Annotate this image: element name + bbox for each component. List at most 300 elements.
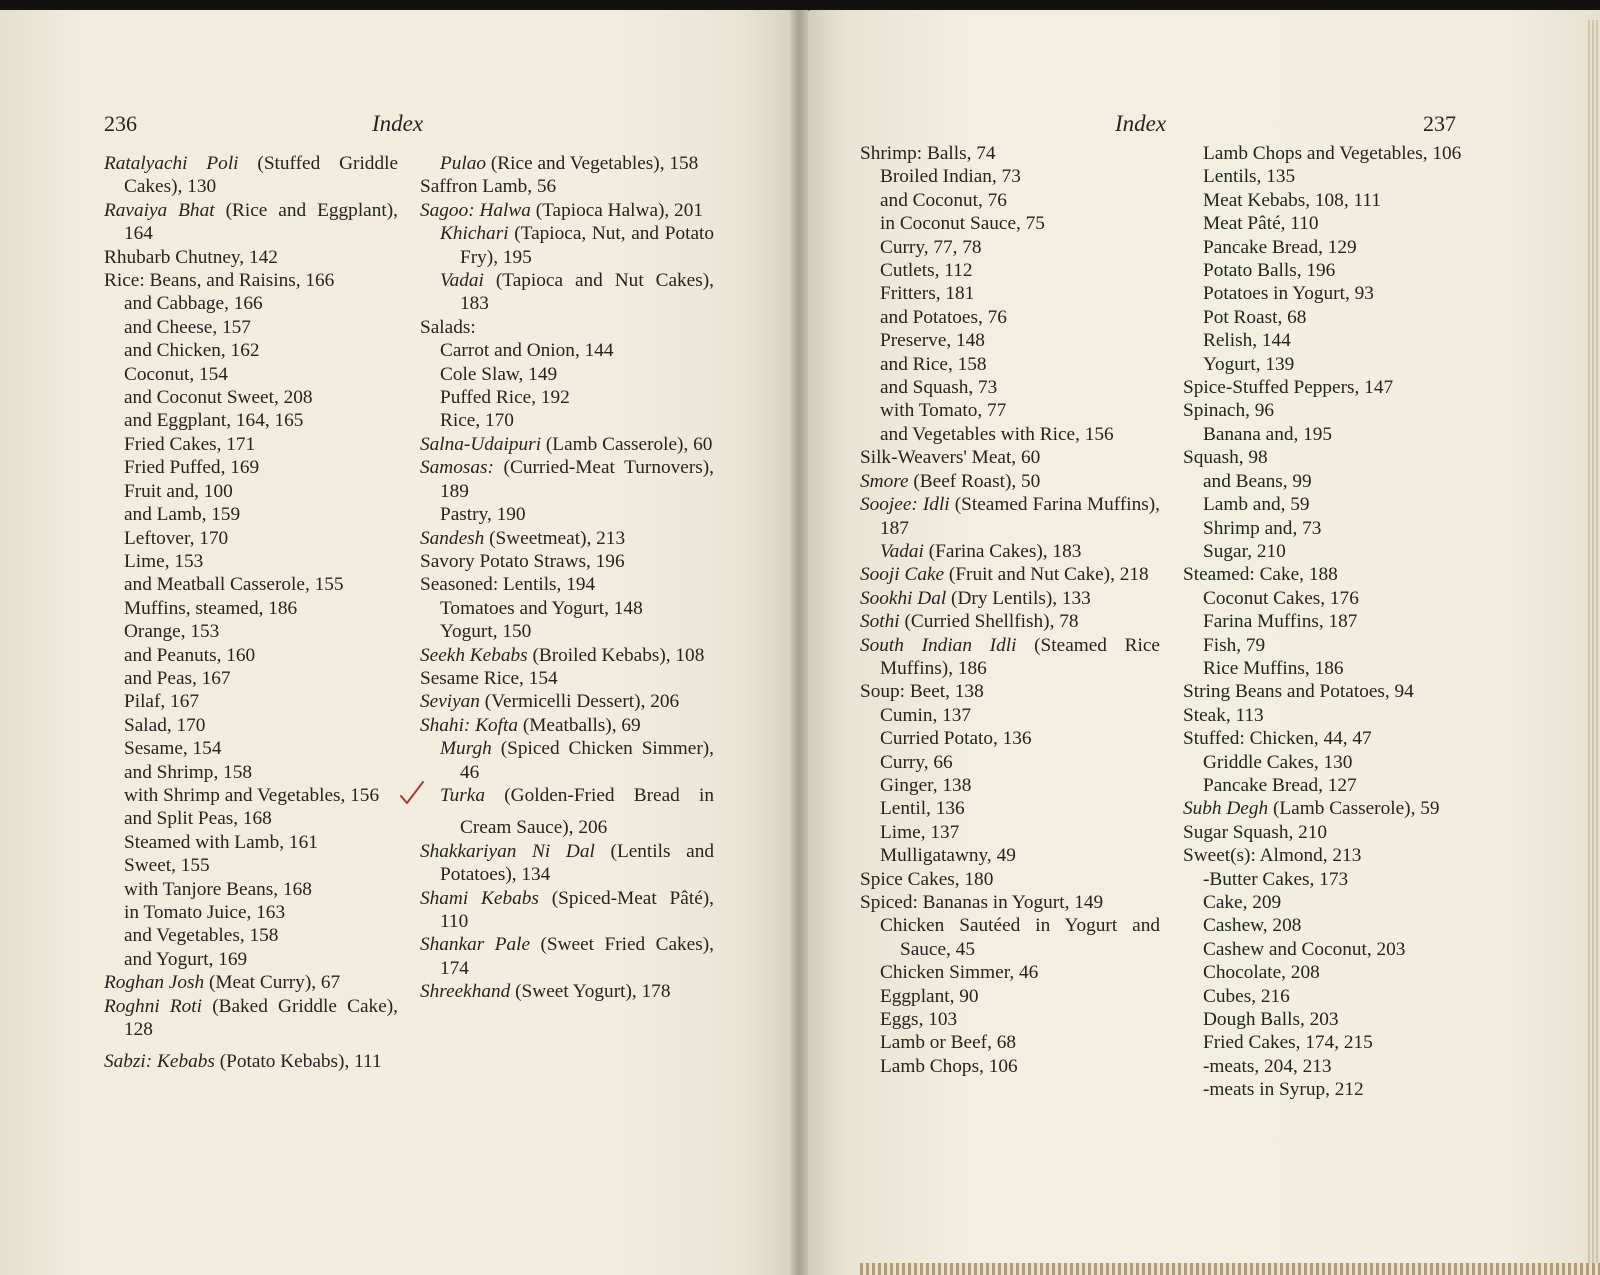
index-entry [104, 714, 398, 737]
index-entry [420, 269, 714, 316]
index-entry [104, 761, 398, 784]
index-entry [1183, 727, 1491, 750]
index-text: Sesame, 154 [124, 738, 222, 760]
index-term: Sooji Cake [860, 564, 945, 586]
index-text: and Lamb, 159 [124, 504, 241, 526]
index-entry [104, 503, 398, 526]
index-text: Fritters, 181 [880, 283, 975, 305]
index-term: Khichari [440, 223, 509, 245]
book-gutter [790, 10, 808, 1275]
index-entry [420, 339, 714, 362]
index-text: (Tapioca, Nut, and Potato Fry), 195 [460, 223, 714, 268]
index-text: Eggplant, 90 [880, 985, 979, 1007]
index-entry [104, 550, 398, 573]
index-entry [104, 480, 398, 503]
index-text: (Baked Griddle Cake), 128 [124, 995, 398, 1041]
index-term: Shreekhand [420, 981, 511, 1003]
index-text: (Meatballs), 69 [518, 714, 641, 736]
index-entry [420, 152, 714, 175]
index-text: (Sweetmeat), 213 [484, 527, 626, 549]
index-entry [1183, 961, 1491, 984]
index-entry [420, 550, 714, 573]
index-text: and Peas, 167 [124, 667, 231, 689]
index-entry [1183, 1055, 1491, 1078]
index-text: (Steamed Rice Muffins), 186 [880, 634, 1160, 679]
index-entry [420, 363, 714, 386]
index-text: with Tanjore Beans, 168 [124, 878, 312, 900]
index-term: Sabzi: Kebabs [104, 1051, 215, 1073]
index-text: (Golden-Fried Bread in Cream Sauce), 206 [460, 784, 714, 839]
index-text: (Curried-Meat Turnovers), 189 [440, 457, 714, 502]
index-entry [860, 399, 1160, 422]
index-entry [420, 980, 714, 1003]
index-text: Spice-Stuffed Peppers, 147 [1183, 377, 1394, 399]
index-text: Salads: [420, 316, 476, 338]
index-term: Shami Kebabs [420, 887, 539, 909]
index-entry [420, 456, 714, 503]
index-text: (Potato Kebabs), 111 [214, 1051, 382, 1073]
index-text: Relish, 144 [1203, 330, 1291, 352]
index-text: (Stuffed Griddle Cakes), 130 [124, 153, 398, 198]
index-text: (Curried Shellfish), 78 [899, 611, 1079, 633]
index-entry [104, 152, 398, 199]
index-entry [104, 737, 398, 760]
index-entry [860, 891, 1160, 914]
index-text: (Fruit and Nut Cake), 218 [944, 564, 1149, 586]
index-text: Steamed with Lamb, 161 [124, 831, 318, 853]
index-entry [1183, 985, 1491, 1008]
index-text: Carrot and Onion, 144 [440, 340, 614, 362]
index-text: Ginger, 138 [880, 774, 972, 796]
right-running-head: Index [1115, 111, 1167, 136]
index-text: Lamb or Beef, 68 [880, 1032, 1016, 1054]
left-page-number: 236 [104, 111, 137, 136]
index-term: Seviyan [420, 691, 480, 713]
index-text: Puffed Rice, 192 [440, 387, 570, 409]
index-entry [1183, 1078, 1491, 1101]
index-text: (Broiled Kebabs), 108 [527, 644, 705, 666]
index-entry [104, 854, 398, 877]
index-text: Spinach, 96 [1183, 400, 1275, 422]
index-text: Silk-Weavers' Meat, 60 [860, 447, 1041, 469]
index-text: Spiced: Bananas in Yogurt, 149 [860, 892, 1104, 913]
index-text: and Squash, 73 [880, 377, 998, 399]
index-term: South Indian Idli [860, 634, 1017, 656]
index-text: Chicken Simmer, 46 [880, 962, 1039, 984]
index-entry [860, 329, 1160, 352]
index-entry [104, 831, 398, 854]
index-term: Ratalyachi Poli [104, 153, 239, 174]
index-term: Shankar Pale [420, 934, 531, 956]
index-text: -meats in Syrup, 212 [1203, 1079, 1364, 1101]
index-text: (Lamb Casserole), 59 [1268, 798, 1440, 820]
index-text: and Shrimp, 158 [124, 761, 253, 783]
index-entry [420, 784, 714, 840]
index-text: and Cheese, 157 [124, 316, 251, 338]
index-term: Samosas: [420, 457, 494, 479]
index-entry [860, 1031, 1160, 1054]
index-entry [860, 165, 1160, 188]
index-text: Lime, 153 [124, 550, 204, 572]
index-text: and Cabbage, 166 [124, 293, 263, 315]
index-entry [104, 386, 398, 409]
index-entry [1183, 306, 1491, 329]
index-term: Seekh Kebabs [420, 644, 528, 666]
index-entry [420, 644, 714, 667]
index-entry [1183, 189, 1491, 212]
index-text: (Tapioca and Nut Cakes), 183 [460, 270, 714, 315]
index-text: Fish, 79 [1203, 634, 1266, 656]
index-text: Savory Potato Straws, 196 [420, 550, 625, 572]
index-entry [860, 751, 1160, 774]
index-text: (Rice and Vegetables), 158 [486, 153, 699, 174]
index-text: Sugar Squash, 210 [1183, 821, 1328, 843]
index-term: Vadai [880, 540, 924, 562]
index-text: Sweet, 155 [124, 855, 210, 877]
index-entry [104, 269, 398, 292]
index-entry [1183, 587, 1491, 610]
index-entry [860, 540, 1160, 563]
index-entry [104, 199, 398, 246]
index-entry [104, 667, 398, 690]
index-term: Pulao [440, 153, 487, 174]
index-text: (Spiced Chicken Simmer), 46 [460, 738, 714, 783]
index-text: Mulligatawny, 49 [880, 845, 1016, 867]
index-text: Lentils, 135 [1203, 166, 1296, 188]
index-entry [1183, 891, 1491, 914]
index-text: Fruit and, 100 [124, 480, 233, 502]
index-term: Murgh [440, 738, 492, 760]
index-entry [420, 175, 714, 198]
index-text: Potato Balls, 196 [1203, 260, 1336, 282]
index-text: Pancake Bread, 129 [1203, 236, 1357, 258]
bottom-edge-pages [860, 1263, 1600, 1275]
index-text: Lime, 137 [880, 821, 960, 843]
index-text: (Vermicelli Dessert), 206 [479, 691, 680, 713]
index-entry [104, 363, 398, 386]
index-entry [104, 620, 398, 643]
index-entry [420, 933, 714, 980]
index-entry [860, 353, 1160, 376]
index-entry [104, 456, 398, 479]
index-text: Lamb and, 59 [1203, 494, 1310, 516]
index-text: Pot Roast, 68 [1203, 306, 1307, 328]
index-term: Roghni Roti [104, 995, 203, 1017]
index-text: Shrimp: Balls, 74 [860, 143, 996, 164]
index-text: and Vegetables with Rice, 156 [880, 423, 1114, 445]
index-text: Coconut, 154 [124, 363, 228, 385]
index-entry [1183, 610, 1491, 633]
index-entry [860, 704, 1160, 727]
index-entry [1183, 797, 1491, 820]
index-entry [860, 423, 1160, 446]
index-entry [104, 246, 398, 269]
index-text: Cutlets, 112 [880, 260, 973, 282]
index-term: Smore [860, 470, 909, 492]
index-text: Chicken Sautéed in Yogurt and Sauce, 45 [880, 915, 1160, 960]
index-term: Shahi: Kofta [420, 714, 519, 736]
index-text: Curried Potato, 136 [880, 728, 1032, 750]
index-text: and Meatball Casserole, 155 [124, 574, 344, 596]
left-page [0, 10, 802, 1275]
index-text: Meat Kebabs, 108, 111 [1203, 189, 1381, 211]
index-text: Meat Pâté, 110 [1203, 213, 1319, 235]
index-term: Soojee: Idli [860, 494, 950, 516]
index-text: (Spiced-Meat Pâté), 110 [440, 887, 714, 932]
index-entry [860, 493, 1160, 540]
index-text: Cashew and Coconut, 203 [1203, 938, 1406, 960]
index-text: Squash, 98 [1183, 447, 1268, 469]
index-text: Seasoned: Lentils, 194 [420, 574, 596, 596]
index-term: Subh Degh [1183, 798, 1269, 820]
index-entry [420, 433, 714, 456]
index-entry [420, 222, 714, 269]
index-text: Leftover, 170 [124, 527, 229, 549]
index-entry [1183, 446, 1491, 469]
index-text: Lentil, 136 [880, 798, 965, 820]
index-text: (Tapioca Halwa), 201 [530, 199, 703, 221]
index-text: and Yogurt, 169 [124, 948, 248, 970]
index-entry [860, 610, 1160, 633]
index-entry [860, 142, 1160, 165]
index-entry [1183, 1031, 1491, 1054]
index-text: Stuffed: Chicken, 44, 47 [1183, 728, 1372, 750]
index-entry [104, 433, 398, 456]
index-entry [1183, 517, 1491, 540]
index-entry [860, 236, 1160, 259]
index-text: Rice, 170 [440, 410, 514, 432]
index-text: Shrimp and, 73 [1203, 517, 1322, 539]
index-text: Rice Muffins, 186 [1203, 657, 1344, 679]
index-text: Steak, 113 [1183, 704, 1264, 726]
index-text: Banana and, 195 [1203, 423, 1333, 445]
index-entry [104, 409, 398, 432]
index-text: and Rice, 158 [880, 353, 987, 375]
index-text: Eggs, 103 [880, 1009, 958, 1031]
index-term: Ravaiya Bhat [104, 199, 215, 221]
index-entry [1183, 821, 1491, 844]
index-text: and Coconut Sweet, 208 [124, 387, 313, 409]
index-entry [104, 924, 398, 947]
index-text: Curry, 77, 78 [880, 236, 982, 258]
index-entry [420, 573, 714, 596]
index-entry [420, 527, 714, 550]
index-text: Lamb Chops and Vegetables, 106 [1203, 143, 1462, 164]
index-entry [1183, 423, 1491, 446]
index-text: Potatoes in Yogurt, 93 [1203, 283, 1374, 305]
index-entry [420, 737, 714, 784]
index-text: (Sweet Fried Cakes), 174 [440, 934, 714, 979]
index-entry [104, 948, 398, 971]
right-index-column-1 [860, 142, 1160, 1078]
index-entry [104, 878, 398, 901]
index-text: Curry, 66 [880, 751, 953, 773]
index-entry [1183, 914, 1491, 937]
index-entry [1183, 704, 1491, 727]
index-text: Tomatoes and Yogurt, 148 [440, 597, 643, 619]
index-text: Cubes, 216 [1203, 985, 1290, 1007]
index-text: (Lentils and Potatoes), 134 [440, 840, 714, 886]
index-entry [104, 807, 398, 830]
index-entry [104, 995, 398, 1042]
index-text: Yogurt, 139 [1203, 353, 1295, 375]
index-text: and Split Peas, 168 [124, 808, 272, 830]
index-entry [420, 620, 714, 643]
index-text: Cumin, 137 [880, 704, 972, 726]
index-entry [1183, 493, 1491, 516]
index-text: with Shrimp and Vegetables, 156 [124, 784, 380, 806]
index-text: in Tomato Juice, 163 [124, 902, 286, 923]
index-entry [860, 587, 1160, 610]
index-entry [1183, 540, 1491, 563]
index-entry [104, 784, 398, 807]
index-entry [1183, 399, 1491, 422]
index-text: Fried Cakes, 171 [124, 433, 256, 455]
index-text: Pancake Bread, 127 [1203, 774, 1357, 796]
index-entry [860, 259, 1160, 282]
index-entry [420, 690, 714, 713]
index-text: Salad, 170 [124, 714, 206, 736]
index-entry [860, 306, 1160, 329]
index-entry [1183, 657, 1491, 680]
index-entry [1183, 634, 1491, 657]
index-term: Roghan Josh [104, 972, 205, 994]
index-entry [860, 212, 1160, 235]
index-text: (Dry Lentils), 133 [946, 587, 1091, 609]
index-entry [1183, 470, 1491, 493]
index-text: Rhubarb Chutney, 142 [104, 246, 278, 268]
index-text: Griddle Cakes, 130 [1203, 751, 1353, 773]
index-text: Fried Cakes, 174, 215 [1203, 1032, 1373, 1054]
index-text: and Potatoes, 76 [880, 306, 1007, 328]
index-term: Salna-Udaipuri [420, 433, 542, 455]
index-text: in Coconut Sauce, 75 [880, 213, 1045, 235]
index-term: Shakkariyan Ni Dal [420, 840, 595, 862]
index-entry [860, 844, 1160, 867]
index-entry [1183, 844, 1491, 867]
index-entry [860, 1008, 1160, 1031]
index-entry [1183, 353, 1491, 376]
index-entry [104, 1050, 398, 1073]
index-text: Dough Balls, 203 [1203, 1009, 1339, 1031]
index-entry [1183, 938, 1491, 961]
right-page-number: 237 [1423, 111, 1456, 136]
index-text: and Beans, 99 [1203, 470, 1312, 492]
index-text: Coconut Cakes, 176 [1203, 587, 1359, 609]
index-entry [104, 597, 398, 620]
index-entry [420, 597, 714, 620]
index-term: Vadai [440, 270, 484, 292]
index-entry [1183, 212, 1491, 235]
index-entry [1183, 563, 1491, 586]
index-text: (Farina Cakes), 183 [923, 540, 1082, 562]
index-entry [420, 316, 714, 339]
index-entry [104, 527, 398, 550]
index-text: String Beans and Potatoes, 94 [1183, 681, 1414, 703]
index-entry [104, 644, 398, 667]
index-text: (Beef Roast), 50 [908, 470, 1041, 492]
index-entry [1183, 868, 1491, 891]
index-entry [1183, 329, 1491, 352]
index-entry [420, 409, 714, 432]
index-entry [860, 1055, 1160, 1078]
index-entry [104, 292, 398, 315]
index-text: (Sweet Yogurt), 178 [510, 981, 671, 1003]
index-entry [104, 971, 398, 994]
index-text: (Rice and Eggplant), 164 [124, 199, 398, 245]
index-entry [860, 680, 1160, 703]
index-text: Cashew, 208 [1203, 915, 1302, 937]
index-term: Sagoo: Halwa [420, 199, 531, 221]
right-index-column-2 [1183, 142, 1491, 1102]
index-text: Pastry, 190 [440, 504, 526, 526]
index-text: and Eggplant, 164, 165 [124, 410, 304, 432]
index-text: Rice: Beans, and Raisins, 166 [104, 270, 335, 292]
index-entry [860, 446, 1160, 469]
index-text: Farina Muffins, 187 [1203, 611, 1358, 633]
index-text: Sugar, 210 [1203, 540, 1286, 562]
index-text: Fried Puffed, 169 [124, 457, 260, 479]
index-text: and Chicken, 162 [124, 340, 260, 362]
index-text: -Butter Cakes, 173 [1203, 868, 1349, 890]
index-term: Sandesh [420, 527, 485, 549]
index-entry [104, 901, 398, 924]
index-entry [860, 774, 1160, 797]
index-entry [860, 470, 1160, 493]
index-entry [1183, 142, 1491, 165]
index-entry [104, 339, 398, 362]
index-entry [860, 634, 1160, 681]
index-text: with Tomato, 77 [880, 400, 1007, 422]
index-text: Orange, 153 [124, 621, 220, 643]
index-entry [420, 714, 714, 737]
index-text: Broiled Indian, 73 [880, 166, 1021, 188]
index-entry [1183, 376, 1491, 399]
index-entry [860, 914, 1160, 961]
left-index-column-1 [104, 152, 398, 1074]
index-entry [860, 985, 1160, 1008]
index-text: Sweet(s): Almond, 213 [1183, 845, 1362, 867]
index-entry [1183, 1008, 1491, 1031]
index-text: Muffins, steamed, 186 [124, 597, 298, 619]
index-entry [1183, 774, 1491, 797]
index-entry [1183, 259, 1491, 282]
index-text: and Coconut, 76 [880, 189, 1007, 211]
index-text: Chocolate, 208 [1203, 962, 1320, 984]
index-entry [860, 563, 1160, 586]
index-text: Saffron Lamb, 56 [420, 176, 557, 198]
index-entry [860, 727, 1160, 750]
index-entry [1183, 680, 1491, 703]
index-entry [860, 189, 1160, 212]
index-term: Sookhi Dal [860, 587, 947, 609]
index-text: Steamed: Cake, 188 [1183, 564, 1338, 586]
index-text: Sesame Rice, 154 [420, 667, 558, 689]
index-entry [1183, 236, 1491, 259]
index-text: Soup: Beet, 138 [860, 681, 984, 703]
index-entry [860, 282, 1160, 305]
index-entry [420, 887, 714, 934]
index-entry [860, 961, 1160, 984]
index-entry [1183, 751, 1491, 774]
index-entry [420, 667, 714, 690]
index-text: Cake, 209 [1203, 892, 1282, 913]
index-entry [1183, 282, 1491, 305]
index-entry [104, 690, 398, 713]
index-entry [860, 797, 1160, 820]
index-entry [104, 316, 398, 339]
index-text: (Steamed Farina Muffins), 187 [880, 494, 1160, 539]
